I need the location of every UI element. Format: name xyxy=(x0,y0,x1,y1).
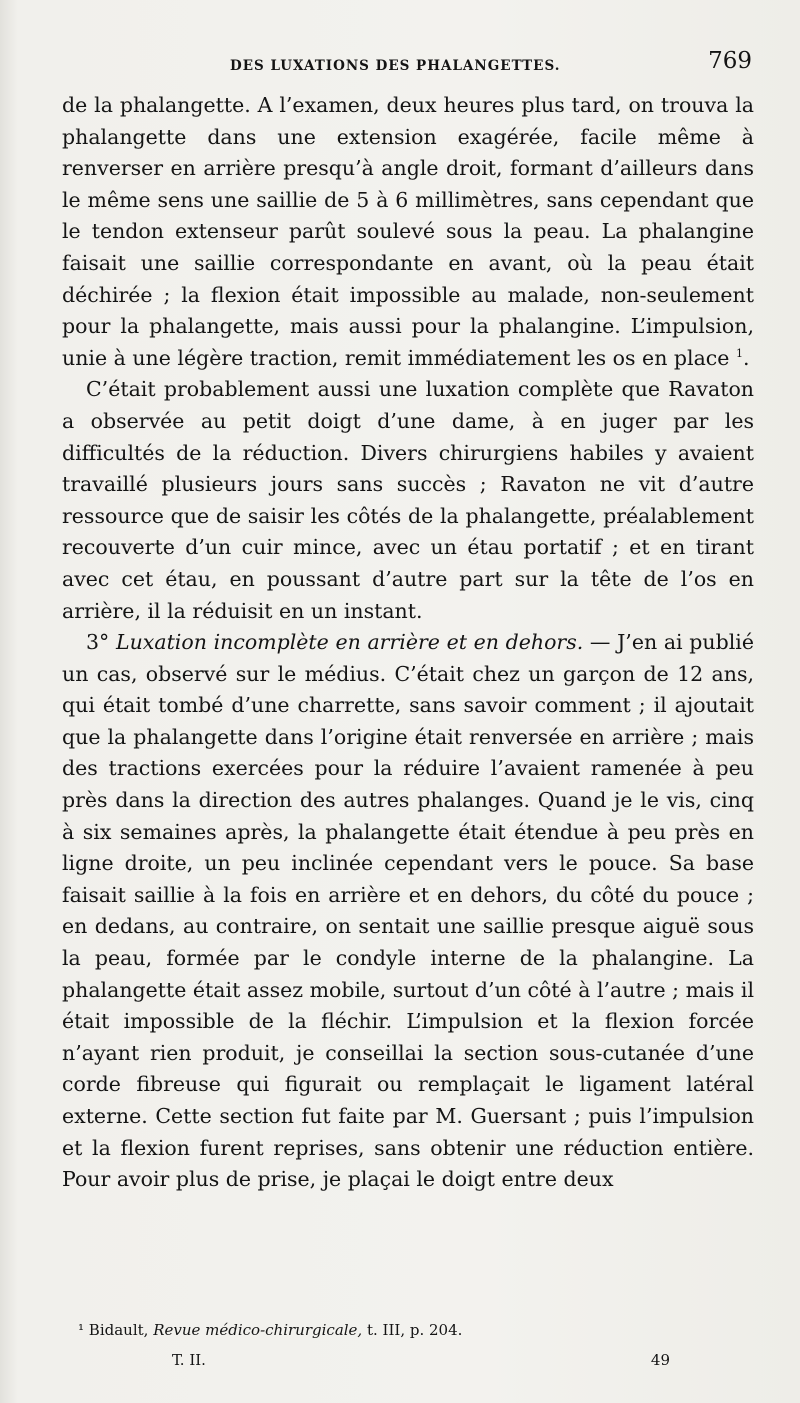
running-title: DES LUXATIONS DES PHALANGETTES. xyxy=(230,58,561,74)
footnote-author: Bidault, xyxy=(88,1321,149,1339)
paragraph-3-text: — J’en ai publié un cas, observé sur le médius. C’était chez un garçon de 12 ans, qui était tombé d’une charrette, sans savoir comment ; il ajoutait que la phalangette dans l’origine était renversée en arrière ; mais des tractions exercées pour la réduire l’avaient ramenée à peu près dans la direction des autres phalanges. Quand je le vis, cinq à six semaines après, la phalangette était étendue à peu près en ligne droite, un peu inclinée cependant vers le pouce. Sa base faisait saillie à la fois en arrière et en dehors, du côté du pouce ; en dedans, au contraire, on sentait une saillie presque aiguë sous la peau, formée par le condyle interne de la phalangine. La phalangette était assez mobile, surtout d’un côté à l’autre ; mais il était impossible de la fléchir. L’impulsion et la flexion forcée n’ayant rien produit, je conseillai la section sous-cutanée d’une corde fibreuse qui figurait ou remplaçait le ligament latéral externe. Cette section fut faite par M. Guersant ; puis l’impulsion et la flexion furent reprises, sans obtenir une réduction entière. Pour avoir plus de prise, je plaçai le doigt entre deux xyxy=(62,630,754,1192)
section-heading: Luxation incomplète en arrière et en dehors. xyxy=(115,630,584,655)
footnote-mark: ¹ xyxy=(78,1321,85,1339)
footnote xyxy=(78,1321,728,1339)
footnote-journal: Revue médico-chirurgicale, xyxy=(153,1321,363,1339)
paragraph-3 xyxy=(62,627,754,1196)
page-header xyxy=(62,48,752,84)
section-number: 3° xyxy=(86,630,110,655)
page-number: 769 xyxy=(708,48,752,74)
paragraph-1-tail: . xyxy=(742,345,750,370)
paragraph-1 xyxy=(62,90,754,374)
paragraph-2: C’était probablement aussi une luxation complète que Ravaton a observée au petit doigt d’une dame, à en juger par les difficultés de la réduction. Divers chirurgiens habiles y avaient travaillé plusieurs jours sans succès ; Ravaton ne vit d’autre ressource que de saisir les côtés de la phalangette, préalablement recouverte d’un cuir mince, avec un étau portatif ; et en tirant avec cet étau, en poussant d’autre part sur la tête de l’os en arrière, il la réduisit en un instant. xyxy=(62,377,754,623)
volume-signature: T. II. xyxy=(172,1351,206,1369)
sheet-number: 49 xyxy=(650,1351,670,1369)
paragraph-1-text: de la phalangette. A l’examen, deux heures plus tard, on trouva la phalangette dans une extension exagérée, facile même à renverser en arrière presqu’à angle droit, formant d’ailleurs dans le même sens une saillie de 5 à 6 millimètres, sans cependant que le tendon extenseur parût soulevé sous la peau. La phalangine faisait une saillie correspondante en avant, où la peau était déchirée ; la flexion était impossible au malade, non-seulement pour la phalangette, mais aussi pour la phalangine. L’impulsion, unie à une légère traction, remit immédiatement les os en place xyxy=(62,93,754,370)
footnote-reference: 1 xyxy=(735,346,743,360)
footnote-reference-text: t. III, p. 204. xyxy=(366,1321,463,1339)
body-text xyxy=(62,90,754,1196)
